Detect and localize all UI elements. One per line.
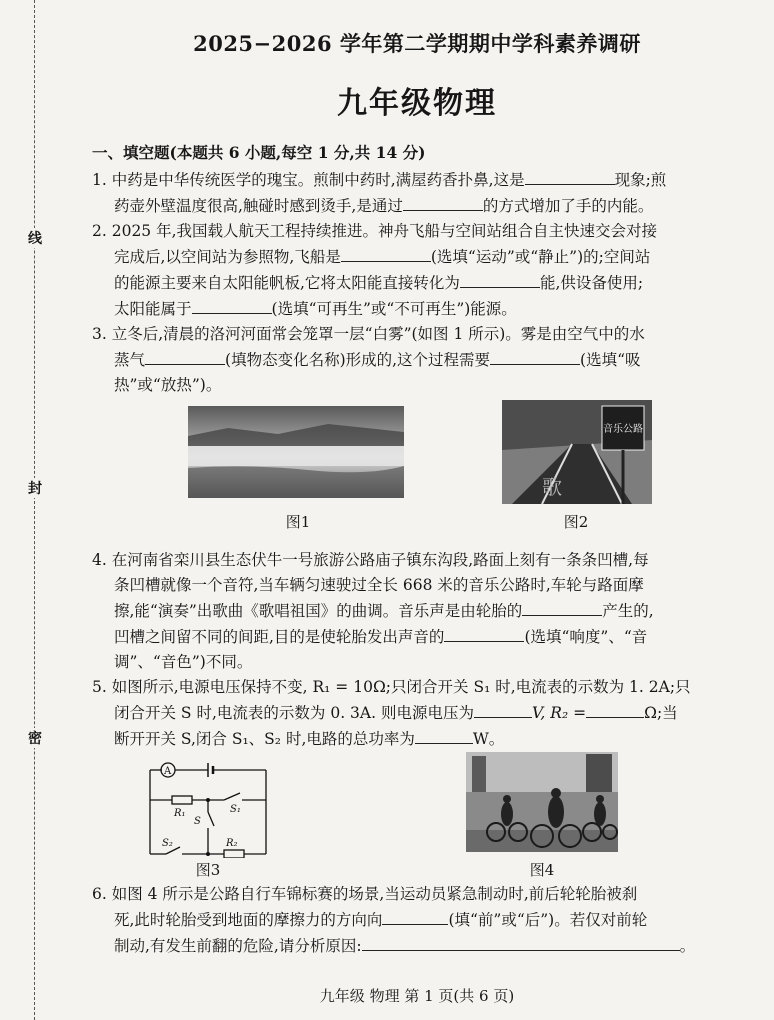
q5-text-a: 5. 如图所示,电源电压保持不变, R₁ = 10Ω;只闭合开关 S₁ 时,电流表的示数为 1. 2A;只 xyxy=(92,678,691,696)
q3-text-d: (选填“吸 xyxy=(580,351,641,369)
q3-text-c: (填物态变化名称)形成的,这个过程需要 xyxy=(225,351,491,369)
margin-mark-mi: 密 xyxy=(24,728,46,748)
figure-1-river-fog-photo xyxy=(188,406,404,498)
r1-label: R₁ xyxy=(174,808,186,819)
q5-text-e: 断开开关 S,闭合 S₁、S₂ 时,电路的总功率为 xyxy=(114,730,415,748)
q5-text-c: V, R₂ = xyxy=(531,704,587,722)
q4-text-a: 4. 在河南省栾川县生态伏牛一号旅游公路庙子镇东沟段,路面上刻有一条条凹槽,每 xyxy=(92,551,649,569)
q6-blank-2[interactable] xyxy=(362,933,680,951)
q2-text-b: 完成后,以空间站为参照物,飞船是 xyxy=(114,248,341,266)
figure-3-caption: 图3 xyxy=(195,861,221,879)
binding-line xyxy=(34,0,35,1020)
q5-text-f: W。 xyxy=(472,730,505,748)
subject-title: 九年级物理 xyxy=(337,86,497,121)
fig2-watermark: 歌 xyxy=(542,475,562,499)
figure-row-1-2 xyxy=(92,398,752,548)
question-3 xyxy=(92,322,752,398)
question-4 xyxy=(92,548,752,675)
q5-text-b: 闭合开关 S 时,电流表的示数为 0. 3A. 则电源电压为 xyxy=(114,704,474,722)
q4-text-b: 条凹槽就像一个音符,当车辆匀速驶过全长 668 米的音乐公路时,车轮与路面摩 xyxy=(114,576,644,594)
fig2-sign-text: 音乐公路 xyxy=(603,424,643,435)
q5-blank-3[interactable] xyxy=(415,726,473,744)
q1-text-c: 药壶外壁温度很高,触碰时感到烫手,是通过 xyxy=(114,197,403,215)
q4-text-e: 凹槽之间留不同的间距,目的是使轮胎发出声音的 xyxy=(114,628,445,646)
figure-row-3-4 xyxy=(92,752,752,882)
s1-label: S₁ xyxy=(230,804,241,815)
q6-text-e: 。 xyxy=(679,937,696,955)
q2-text-a: 2. 2025 年,我国载人航天工程持续推进。神舟飞船与空间站组合自主快速交会对接 xyxy=(92,222,658,240)
q2-text-c: (选填“运动”或“静止”)的;空间站 xyxy=(430,248,651,266)
q2-blank-3[interactable] xyxy=(192,296,272,314)
q5-blank-1[interactable] xyxy=(474,700,532,718)
figure-2-music-road-photo xyxy=(502,400,652,504)
figure-2-caption: 图2 xyxy=(563,513,589,531)
q2-text-f: 太阳能属于 xyxy=(114,300,192,318)
q2-blank-1[interactable] xyxy=(341,244,431,262)
exam-title: 2025−2026 学年第二学期期中学科素养调研 xyxy=(193,31,641,56)
r2-label: R₂ xyxy=(226,838,238,849)
q1-blank-1[interactable] xyxy=(525,167,615,185)
question-body xyxy=(92,140,752,959)
page-footer: 九年级 物理 第 1 页(共 6 页) xyxy=(319,987,515,1005)
q1-text-b: 现象;煎 xyxy=(614,171,667,189)
question-5 xyxy=(92,675,752,752)
q2-blank-2[interactable] xyxy=(460,270,540,288)
q3-text-b: 蒸气 xyxy=(114,351,146,369)
q4-text-d: 产生的, xyxy=(602,602,654,620)
figure-1-caption: 图1 xyxy=(285,513,311,531)
section-heading: 一、填空题(本题共 6 小题,每空 1 分,共 14 分) xyxy=(92,143,426,162)
q3-blank-2[interactable] xyxy=(490,347,580,365)
q6-blank-1[interactable] xyxy=(382,907,448,925)
question-2 xyxy=(92,219,752,322)
figure-4-cycling-race-photo xyxy=(466,752,618,852)
q4-blank-2[interactable] xyxy=(444,624,524,642)
q6-text-c: (填“前”或“后”)。若仅对前轮 xyxy=(448,911,648,929)
q4-text-g: 调”、“音色”)不同。 xyxy=(114,653,253,671)
q1-blank-2[interactable] xyxy=(403,193,483,211)
q2-text-e: 能,供设备使用; xyxy=(539,274,644,292)
s2-label: S₂ xyxy=(162,838,173,849)
q3-text-a: 3. 立冬后,清晨的洛河河面常会笼罩一层“白雾”(如图 1 所示)。雾是由空气中的水 xyxy=(92,325,645,343)
q3-blank-1[interactable] xyxy=(145,347,225,365)
figure-3-circuit-diagram xyxy=(146,762,270,858)
ammeter-label: A xyxy=(164,766,172,777)
q6-text-b: 死,此时轮胎受到地面的摩擦力的方向向 xyxy=(114,911,383,929)
question-6 xyxy=(92,882,752,959)
q5-blank-2[interactable] xyxy=(586,700,644,718)
figure-4-caption: 图4 xyxy=(529,861,555,879)
q6-text-a: 6. 如图 4 所示是公路自行车锦标赛的场景,当运动员紧急制动时,前后轮轮胎被刹 xyxy=(92,885,638,903)
q3-text-e: 热”或“放热”)。 xyxy=(114,376,222,394)
q6-text-d: 制动,有发生前翻的危险,请分析原因: xyxy=(114,937,362,955)
margin-mark-xian: 线 xyxy=(24,228,46,248)
question-1 xyxy=(92,167,752,219)
q4-text-f: (选填“响度”、“音 xyxy=(524,628,648,646)
margin-mark-feng: 封 xyxy=(24,478,46,498)
q1-text-a: 1. 中药是中华传统医学的瑰宝。煎制中药时,满屋药香扑鼻,这是 xyxy=(92,171,525,189)
q2-text-g: (选填“可再生”或“不可再生”)能源。 xyxy=(271,300,517,318)
s-label: S xyxy=(194,816,201,827)
q2-text-d: 的能源主要来自太阳能帆板,它将太阳能直接转化为 xyxy=(114,274,460,292)
q1-text-d: 的方式增加了手的内能。 xyxy=(482,197,654,215)
q5-text-d: Ω;当 xyxy=(644,704,678,722)
q4-text-c: 擦,能“演奏”出歌曲《歌唱祖国》的曲调。音乐声是由轮胎的 xyxy=(114,602,523,620)
q4-blank-1[interactable] xyxy=(522,598,602,616)
